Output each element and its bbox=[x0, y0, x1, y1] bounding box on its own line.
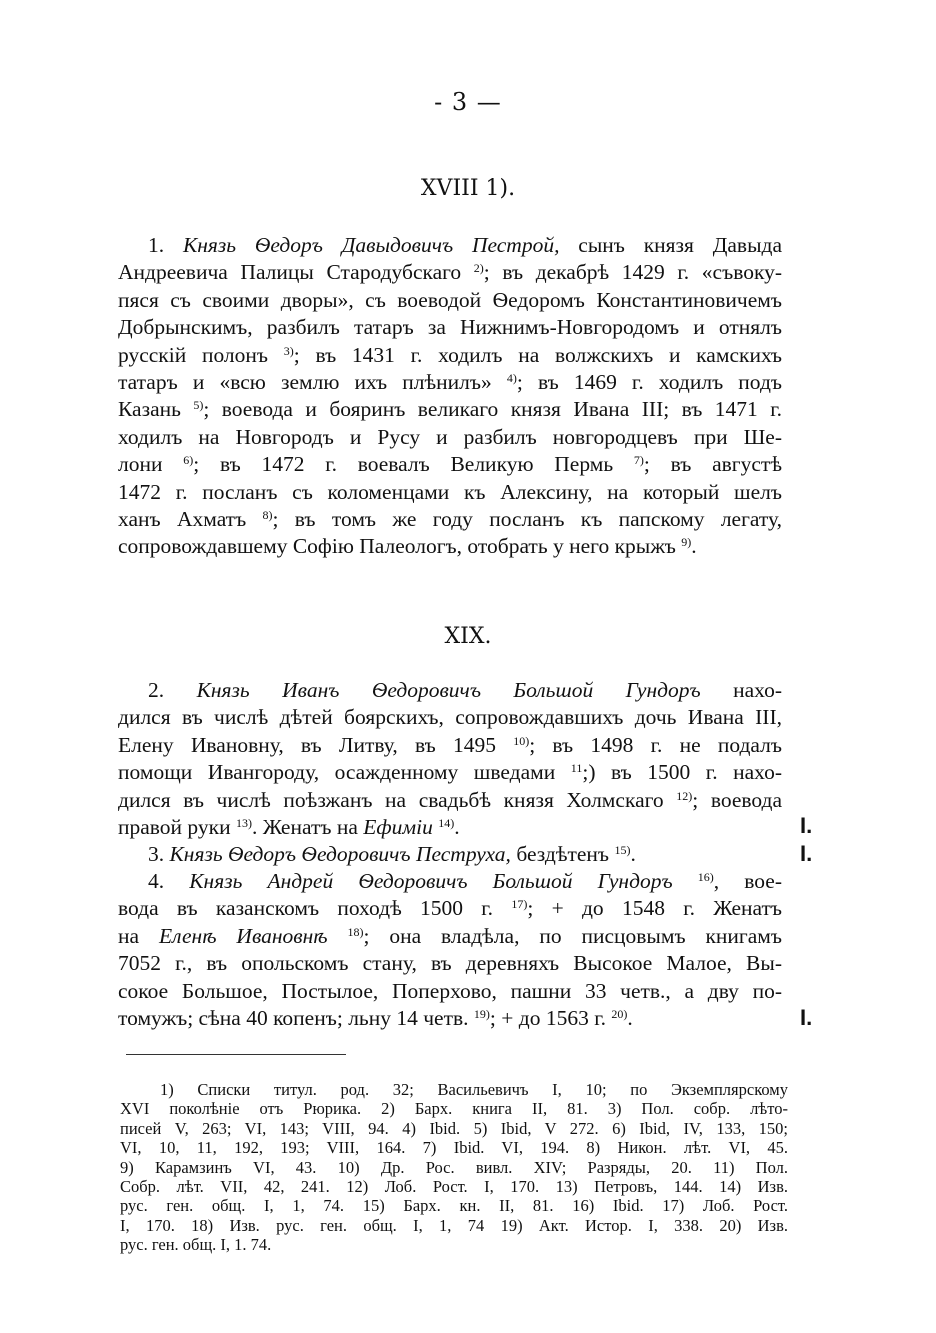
entry-1 bbox=[118, 232, 782, 561]
footnote-ref: 7) bbox=[633, 453, 644, 468]
text-line: сопровождавшему Софію Палеологъ, отобрать у него крыжъ bbox=[118, 534, 676, 559]
text-line: 1472 г. посланъ съ коломенцами къ Алексину, на который шелъ bbox=[118, 479, 782, 504]
person-name: Князь Иванъ Ѳедоровичъ Большой Гундоръ bbox=[196, 678, 701, 702]
footnote-ref: 6) bbox=[183, 453, 194, 468]
entry-number: 1. bbox=[148, 233, 165, 257]
footnote-ref: 15) bbox=[614, 843, 631, 857]
text-line: ; воевода и бояринъ великаго князя Ивана III; въ 1471 г. bbox=[203, 397, 783, 422]
text-line: лони bbox=[118, 452, 163, 477]
text-line: русскій полонъ bbox=[118, 342, 269, 367]
text-line: ;) въ 1500 г. нахо- bbox=[582, 760, 782, 785]
person-name: Еленѣ Ивановнѣ bbox=[158, 923, 328, 948]
person-name: Ефиміи bbox=[363, 815, 433, 840]
margin-marker: I. bbox=[800, 813, 813, 838]
text-line: вода въ казанскомъ походѣ 1500 г. bbox=[118, 896, 494, 921]
text-line: Андреевича Палицы Стародубскаго bbox=[118, 260, 462, 285]
text-line: сокое Большое, Постылое, Поперхово, пашни 33 четв., а дву по- bbox=[118, 978, 782, 1003]
footnote-line: 1) Списки титул. род. 32; Васильевичъ I, 10; по Экземплярскому bbox=[160, 1080, 788, 1099]
section-heading-note: 1). bbox=[485, 176, 516, 201]
footnote-ref: 16) bbox=[697, 870, 714, 884]
section-heading-xix: XIX. bbox=[444, 624, 492, 649]
text-line: ханъ Ахматъ bbox=[118, 507, 247, 532]
text-line: Елену Ивановну, въ Литву, въ 1495 bbox=[118, 732, 496, 757]
text-line: ; въ томъ же году посланъ къ папскому легату, bbox=[272, 507, 782, 532]
person-name: Князь Ѳедоръ Ѳедоровичъ Пеструха, bbox=[169, 842, 511, 866]
footnote-line: I, 170. 18) Изв. рус. ген. общ. I, 1, 74 19) Акт. Истор. I, 338. 20) Изв. bbox=[120, 1215, 788, 1235]
text-line: сынъ князя Давыда bbox=[578, 233, 783, 257]
text-line: . bbox=[454, 815, 460, 840]
text-line: ; она владѣла, по писцовымъ книгамъ bbox=[363, 923, 783, 948]
text-line: ; въ 1469 г. ходилъ подъ bbox=[516, 370, 782, 395]
entry-3 bbox=[118, 841, 782, 868]
text-line: Казань bbox=[118, 397, 181, 422]
footnote-ref: 4) bbox=[506, 371, 517, 386]
footnote-ref: 14) bbox=[438, 816, 455, 831]
footnote-divider bbox=[126, 1054, 346, 1055]
person-name: Князь Ѳедоръ Давыдовичъ Пестрой, bbox=[182, 233, 560, 257]
entry-number: 2. bbox=[148, 678, 165, 702]
footnote-line: рус. ген. общ. I, 1, 74. 15) Барх. кн. II, 81. 16) Ibid. 17) Лоб. Рост. bbox=[120, 1196, 788, 1216]
text-line: бездѣтенъ bbox=[516, 842, 610, 866]
footnote-ref: 2) bbox=[473, 261, 484, 276]
person-name: Князь Андрей Ѳедоровичъ Большой Гундоръ bbox=[189, 869, 673, 893]
text-line: ; въ декабрѣ 1429 г. «съвоку- bbox=[483, 260, 782, 285]
text-line: татаръ и «всю землю ихъ плѣнилъ» bbox=[118, 370, 492, 395]
text-line: Добрынскимъ, разбилъ татаръ за Нижнимъ-Новгородомъ и отнялъ bbox=[118, 315, 782, 340]
text-line: правой руки bbox=[118, 815, 231, 840]
footnote-ref: 20) bbox=[611, 1007, 628, 1022]
footnote-line: 9) Карамзинъ VI, 43. 10) Др. Рос. вивл. XIV; Разряды, 20. 11) Пол. bbox=[120, 1157, 788, 1177]
section-heading-xviii bbox=[0, 176, 936, 201]
entry-2 bbox=[118, 677, 782, 841]
text-line: дился въ числѣ дѣтей боярскихъ, сопровождавшихъ дочь Ивана III, bbox=[118, 705, 782, 730]
footnote-line: писей V, 263; VI, 143; VIII, 94. 4) Ibid. 5) Ibid, V 272. 6) Ibid, IV, 133, 150; bbox=[120, 1118, 788, 1138]
text-line: нахо- bbox=[733, 678, 783, 702]
text-line: ; въ августѣ bbox=[643, 452, 782, 477]
footnote-ref: 11 bbox=[570, 761, 583, 776]
text-line: ; + до 1563 г. bbox=[489, 1006, 606, 1031]
text-line: на bbox=[118, 923, 140, 948]
footnotes bbox=[120, 1080, 788, 1255]
text-line: ; воевода bbox=[692, 787, 783, 812]
footnote-ref: 8) bbox=[262, 508, 273, 523]
footnote-ref: 19) bbox=[473, 1007, 490, 1022]
text-line: ; въ 1431 г. ходилъ на волжскихъ и камскихъ bbox=[293, 342, 782, 367]
text-line: , вое- bbox=[713, 869, 782, 893]
footnote-ref: 17) bbox=[511, 897, 528, 912]
footnote-line: VI, 10, 11, 192, 193; VIII, 164. 7) Ibid. VI, 194. 8) Никон. лѣт. VI, 45. bbox=[120, 1138, 788, 1158]
entry-4 bbox=[118, 868, 782, 1032]
text-line: ; въ 1498 г. не подалъ bbox=[529, 732, 783, 757]
text-line: пяся съ своими дворы», съ воеводой Ѳедоромъ Константиновичемъ bbox=[118, 287, 782, 312]
footnote-ref: 12) bbox=[676, 788, 693, 803]
footnote-ref: 18) bbox=[347, 924, 364, 939]
section-heading-text: XVIII bbox=[420, 176, 479, 201]
text-line: помощи Ивангороду, осажденному шведами bbox=[118, 760, 556, 785]
footnote-ref: 13) bbox=[235, 816, 252, 831]
footnote-line: Собр. лѣт. VII, 42, 241. 12) Лоб. Рост. I, 170. 13) Петровъ, 144. 14) Изв. bbox=[120, 1177, 788, 1197]
text-line: ; въ 1472 г. воевалъ Великую Пермь bbox=[193, 452, 614, 477]
footnote-ref: 5) bbox=[193, 398, 204, 413]
footnote-ref: 3) bbox=[283, 343, 294, 358]
text-line: ; + до 1548 г. Женатъ bbox=[527, 896, 782, 921]
page-number: - 3 — bbox=[434, 88, 502, 116]
text-line: томужъ; сѣна 40 копенъ; льну 14 четв. bbox=[118, 1006, 469, 1031]
footnote-line: рус. ген. общ. I, 1. 74. bbox=[120, 1235, 272, 1255]
text-line: ходилъ на Новгородъ и Русу и разбилъ новгородцевъ при Ше- bbox=[118, 424, 782, 449]
text-line: . bbox=[627, 1006, 633, 1031]
text-line: . bbox=[691, 534, 697, 559]
margin-marker: I. bbox=[800, 841, 813, 866]
text-line: . Женатъ на bbox=[251, 815, 358, 840]
footnote-ref: 9) bbox=[681, 535, 692, 550]
text-line: дился въ числѣ поѣзжанъ на свадьбѣ князя Холмскаго bbox=[118, 787, 664, 812]
text-line: . bbox=[630, 842, 636, 866]
footnote-ref: 10) bbox=[513, 733, 530, 748]
text-line: 7052 г., въ опольскомъ стану, въ деревняхъ Высокое Малое, Вы- bbox=[118, 951, 782, 976]
entry-number: 4. bbox=[148, 869, 165, 893]
footnote-line: XVI поколѣніе отъ Рюрика. 2) Барх. книга II, 81. 3) Пол. собр. лѣто- bbox=[120, 1099, 788, 1119]
margin-marker: I. bbox=[800, 1005, 813, 1030]
entry-number: 3. bbox=[148, 842, 165, 866]
